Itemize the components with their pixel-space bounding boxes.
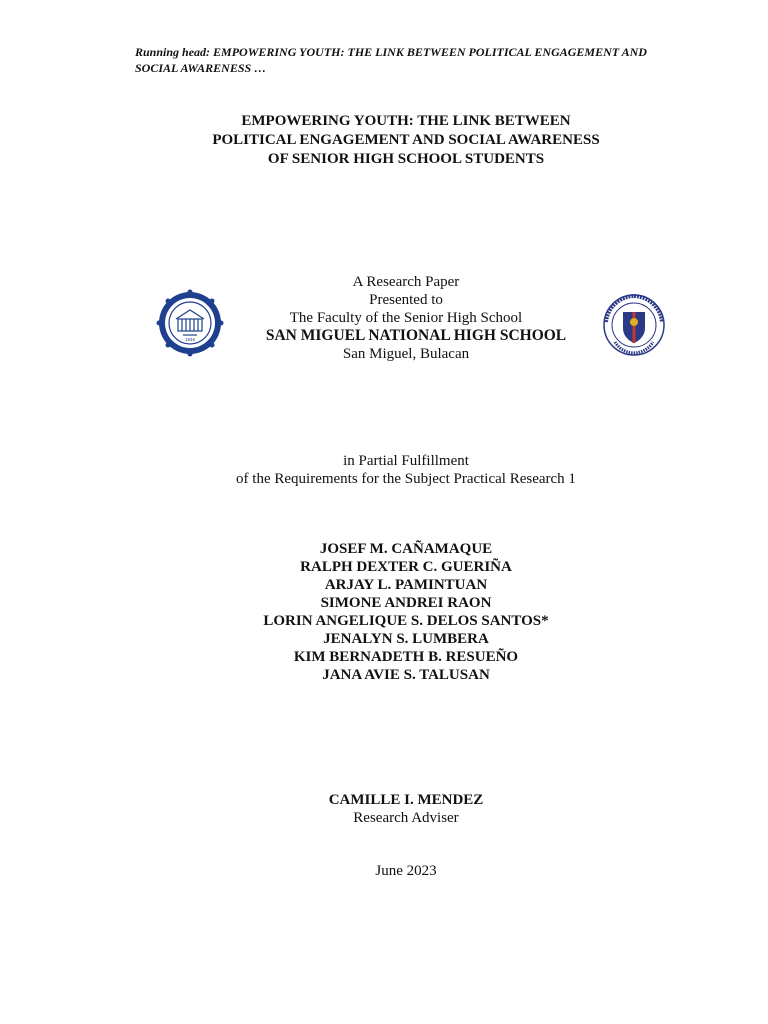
seal-year: 1946 bbox=[184, 337, 196, 342]
title-line-3: OF SENIOR HIGH SCHOOL STUDENTS bbox=[267, 151, 545, 167]
presentation-block bbox=[0, 273, 768, 363]
author-name: JANA AVIE S. TALUSAN bbox=[322, 667, 490, 683]
author-name: LORIN ANGELIQUE S. DELOS SANTOS* bbox=[263, 613, 549, 629]
author-name: SIMONE ANDREI RAON bbox=[320, 595, 492, 611]
fulfillment-line-2: of the Requirements for the Subject Practical Research 1 bbox=[236, 471, 576, 487]
school-name: SAN MIGUEL NATIONAL HIGH SCHOOL bbox=[265, 327, 567, 344]
fulfillment-line-1: in Partial Fulfillment bbox=[343, 453, 469, 469]
title-line-1: EMPOWERING YOUTH: THE LINK BETWEEN bbox=[241, 113, 571, 129]
running-head bbox=[135, 44, 657, 76]
title-line-2: POLITICAL ENGAGEMENT AND SOCIAL AWARENESS bbox=[212, 132, 600, 148]
presentation-line-1: A Research Paper bbox=[352, 274, 460, 290]
author-name: JOSEF M. CAÑAMAQUE bbox=[319, 541, 493, 557]
author-name: RALPH DEXTER C. GUERIÑA bbox=[300, 559, 512, 575]
running-head-line-1: Running head: EMPOWERING YOUTH: THE LINK BETWEEN POLITICAL ENGAGEMENT AND bbox=[135, 45, 647, 59]
adviser-name: CAMILLE I. MENDEZ bbox=[328, 792, 484, 808]
author-list bbox=[0, 540, 768, 684]
author-name: JENALYN S. LUMBERA bbox=[323, 631, 489, 647]
author-name: ARJAY L. PAMINTUAN bbox=[324, 577, 488, 593]
adviser-block bbox=[0, 791, 768, 827]
presentation-line-2: Presented to bbox=[369, 292, 443, 308]
fulfillment-block bbox=[0, 452, 768, 488]
running-head-line-2: SOCIAL AWARENESS … bbox=[135, 61, 267, 75]
paper-title bbox=[0, 112, 768, 169]
author-name: KIM BERNADETH B. RESUEÑO bbox=[293, 649, 519, 665]
presentation-line-3: The Faculty of the Senior High School bbox=[289, 310, 523, 326]
submission-date: June 2023 bbox=[375, 863, 437, 879]
adviser-role: Research Adviser bbox=[353, 810, 459, 826]
school-location: San Miguel, Bulacan bbox=[342, 346, 470, 362]
